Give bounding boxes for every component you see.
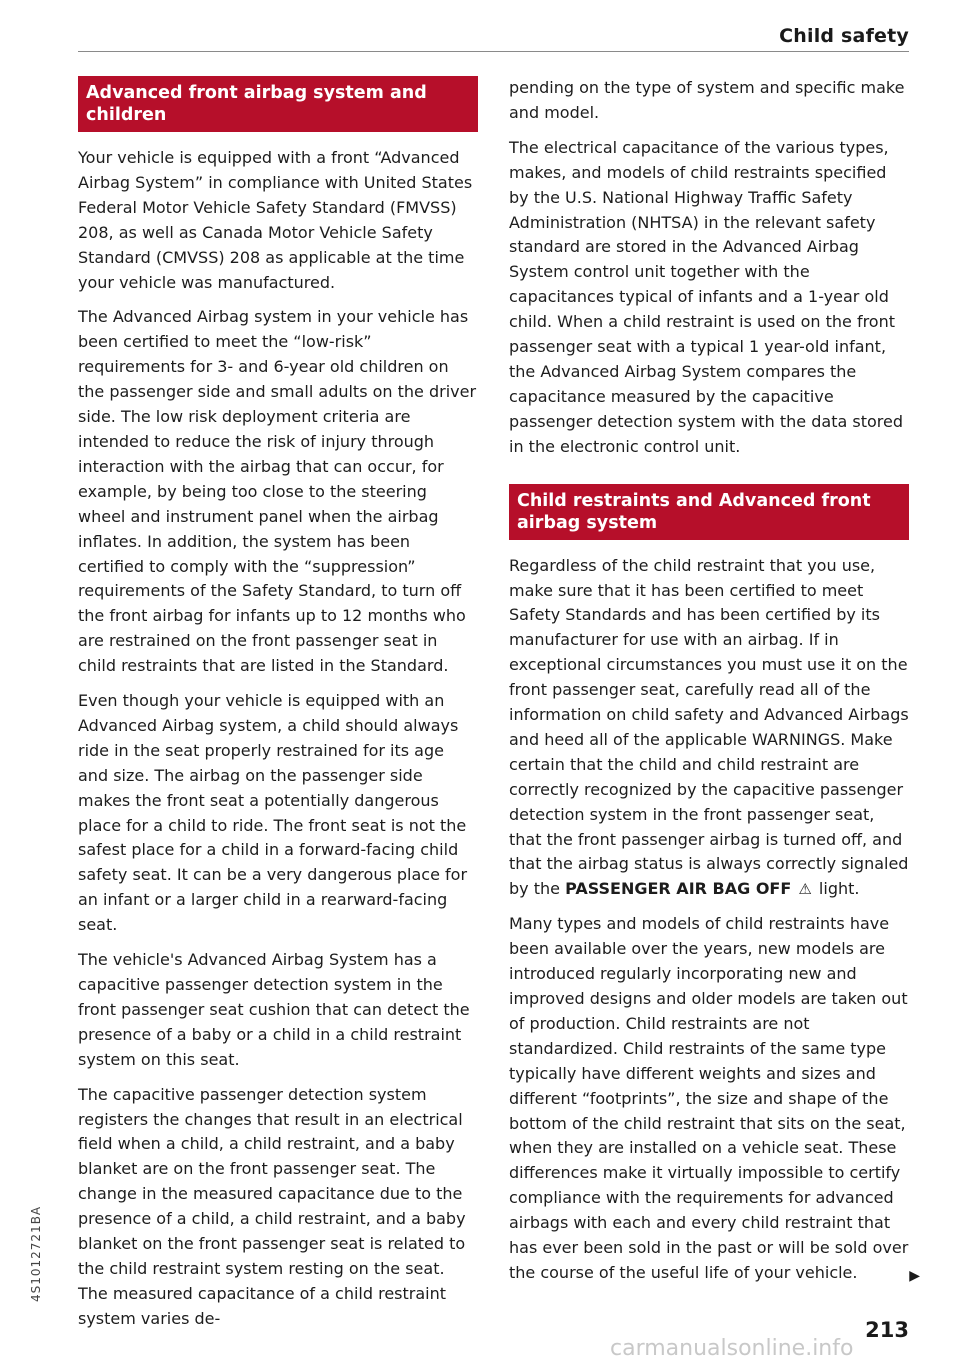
paragraph-continued: pending on the type of system and specific make and model. <box>509 78 905 122</box>
paragraph: The electrical capacitance of the various types, makes, and models of child restraints specified by the U.S. National Highway Traffic Safety Administration (NHTSA) in the relevant safety standard are stored in the Advanced Airbag System control unit together with the capacitances typical of infants and a 1-year old child. When a child restraint is used on the front passenger seat with a typical 1 year-old infant, the Advanced Airbag System compares the capacitance measured by the capacitive passenger detection system with the data stored in the electronic control unit. <box>509 137 903 456</box>
header-divider <box>78 51 909 52</box>
paragraph: The Advanced Airbag system in your vehicle has been certified to meet the “low-risk” requirements for 3- and 6-year old children on the passenger side and small adults on the driver side. The low risk deployment criteria are intended to reduce the risk of injury through interaction with the airbag that can occur, for example, by being too close to the steering wheel and instrument panel when the airbag inflates. In addition, the system has been certified to comply with the “suppression” requirements of the Safety Standard, to turn off the front airbag for infants up to 12 months who are restrained on the front passenger seat in child restraints that are listed in the Standard. <box>78 307 477 676</box>
section-heading-advanced-airbag: Advanced front airbag system and children <box>78 76 478 132</box>
document-code: 4S1012721BA <box>29 1205 43 1302</box>
paragraph: The vehicle's Advanced Airbag System has a capacitive passenger detection system in the front passenger seat cushion that can detect the presence of a baby or a child in a child restraint system on this seat. <box>78 950 470 1069</box>
paragraph: Your vehicle is equipped with a front “Advanced Airbag System” in compliance with United States Federal Motor Vehicle Safety Standard (FMVSS) 208, as well as Canada Motor Vehicle Safety Standard (CMVSS) 208 as applicable at the time your vehicle was manufactured. <box>78 148 473 292</box>
section-heading-child-restraints: Child restraints and Advanced front airbag system <box>509 484 909 540</box>
paragraph: The capacitive passenger detection system registers the changes that result in an electrical field when a child, a child restraint, and a baby blanket are on the front passenger seat. The change in the measured capacitance due to the presence of a child, a child restraint, and a baby blanket on the front passenger seat is related to the child restraint system resting on the seat. The measured capacitance of a child restraint system varies de- <box>78 1084 466 1328</box>
continue-arrow-icon: ▶ <box>909 1268 920 1284</box>
paragraph-airbag-status <box>509 554 909 903</box>
passenger-airbag-off-label: PASSENGER AIR BAG OFF <box>565 879 792 899</box>
airbag-off-icon: ⚠ <box>798 880 812 899</box>
left-column <box>78 76 478 1342</box>
paragraph-text-end: light. <box>818 879 860 899</box>
chapter-title: Child safety <box>779 25 909 47</box>
page-header <box>0 0 960 52</box>
watermark: carmanualsonline.info <box>610 1336 854 1361</box>
paragraph: Even though your vehicle is equipped with an Advanced Airbag system, a child should always ride in the seat properly restrained for its age and size. The airbag on the passenger side makes the front seat a potentially dangerous place for a child to ride. The front seat is not the safest place for a child in a forward-facing child safety seat. It can be a very dangerous place for an infant or a larger child in a rearward-facing seat. <box>78 691 468 935</box>
paragraph-text: Regardless of the child restraint that you use, make sure that it has been certified to meet Safety Standards and has been certified by its manufacturer for use with an airbag. If in exceptional circumstances you must use it on the front passenger seat, carefully read all of the information on child safety and Advanced Airbags and heed all of the applicable WARNINGS. Make certain that the child and child restraint are correctly recognized by the capacitive passenger detection system in the front passenger seat, that the front passenger airbag is turned off, and that the airbag status is always correctly signaled by the <box>509 555 909 899</box>
paragraph: Many types and models of child restraints have been available over the years, new models are introduced regularly incorporating new and improved designs and older models are taken out of production. Child restraints are not standardized. Child restraints of the same type typically have different weights and sizes and different “footprints”, the size and shape of the bottom of the child restraint that sits on the seat, when they are installed on a vehicle seat. These differences make it virtually impossible to certify compliance with the requirements for advanced airbags with each and every child restraint that has ever been sold in the past or will be sold over the course of the useful life of your vehicle. <box>509 914 909 1282</box>
page-number: 213 <box>865 1318 909 1342</box>
right-column <box>509 76 909 1296</box>
